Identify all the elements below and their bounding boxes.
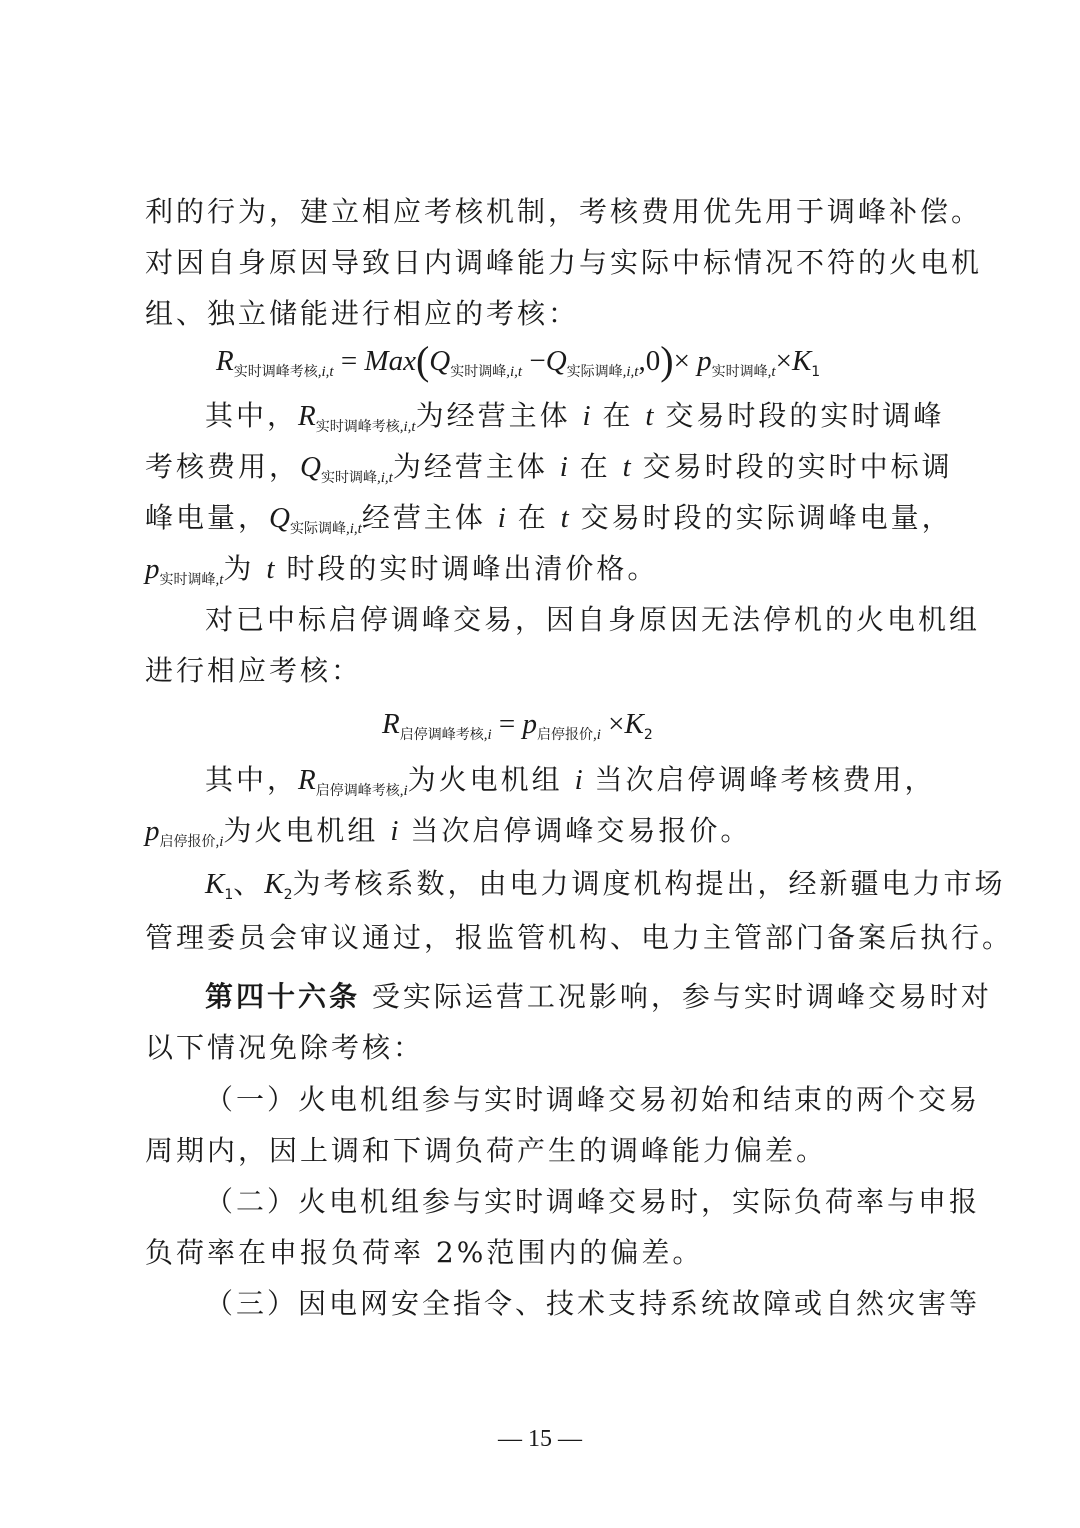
para1-line2: 对因自身原因导致日内调峰能力与实际中标情况不符的火电机 [145,246,983,279]
item2-line1: （二）火电机组参与实时调峰交易时，实际负荷率与申报 [205,1185,981,1218]
explain1-line2: 考核费用，$Q_{实时调峰,i,t}$为经营主体 i 在 t 交易时段的实时中标调 [145,450,953,486]
article46-line2: 以下情况免除考核： [145,1031,425,1064]
para2-line2: 进行相应考核： [145,654,363,687]
para1-line3: 组、独立储能进行相应的考核： [145,297,580,330]
item2-line2: 负荷率在申报负荷率 2%范围内的偏差。 [145,1236,704,1269]
item3-line1: （三）因电网安全指令、技术支持系统故障或自然灾害等 [205,1287,981,1320]
item1-line1: （一）火电机组参与实时调峰交易初始和结束的两个交易 [205,1083,981,1116]
formula-realtime-penalty: $R_{实时调峰考核,i,t} = Max(Q_{实时调峰,i,t} -Q_{实际调峰,i,t},0)\times p_{实时调峰,t}\times K_1$ [216,338,821,383]
explain1-line4: $p_{实时调峰,t}$为 t 时段的实时调峰出清价格。 [145,552,659,588]
para2-line1: 对已中标启停调峰交易，因自身原因无法停机的火电机组 [205,603,981,636]
explain1-line3: 峰电量，$Q_{实际调峰,i,t}$经营主体 i 在 t 交易时段的实际调峰电量， [145,501,953,537]
para1-line1: 利的行为，建立相应考核机制，考核费用优先用于调峰补偿。 [145,195,983,228]
para3-line1: $K_1$、$K_2$为考核系数，由电力调度机构提出，经新疆电力市场 [205,867,1006,903]
explain2-line2: $p_{启停报价,i}$为火电机组 i 当次启停调峰交易报价。 [145,814,752,850]
item1-line2: 周期内，因上调和下调负荷产生的调峰能力偏差。 [145,1134,828,1167]
explain2-line1: 其中，$R_{启停调峰考核,i}$为火电机组 i 当次启停调峰考核费用， [205,763,936,799]
article46-title: 第四十六条 [205,980,361,1013]
formula-startstop-penalty: $R_{启停调峰考核,i} = p_{启停报价,i} \times K_2$ [382,708,653,743]
para3-line2: 管理委员会审议通过，报监管机构、电力主管部门备案后执行。 [145,921,1014,954]
explain1-line1: 其中，$R_{实时调峰考核,i,t}$为经营主体 i 在 t 交易时段的实时调峰 [205,399,945,435]
page-number: — 15 — [498,1426,582,1452]
article46-line1: 第四十六条 受实际运营工况影响，参与实时调峰交易时对 [205,980,992,1013]
